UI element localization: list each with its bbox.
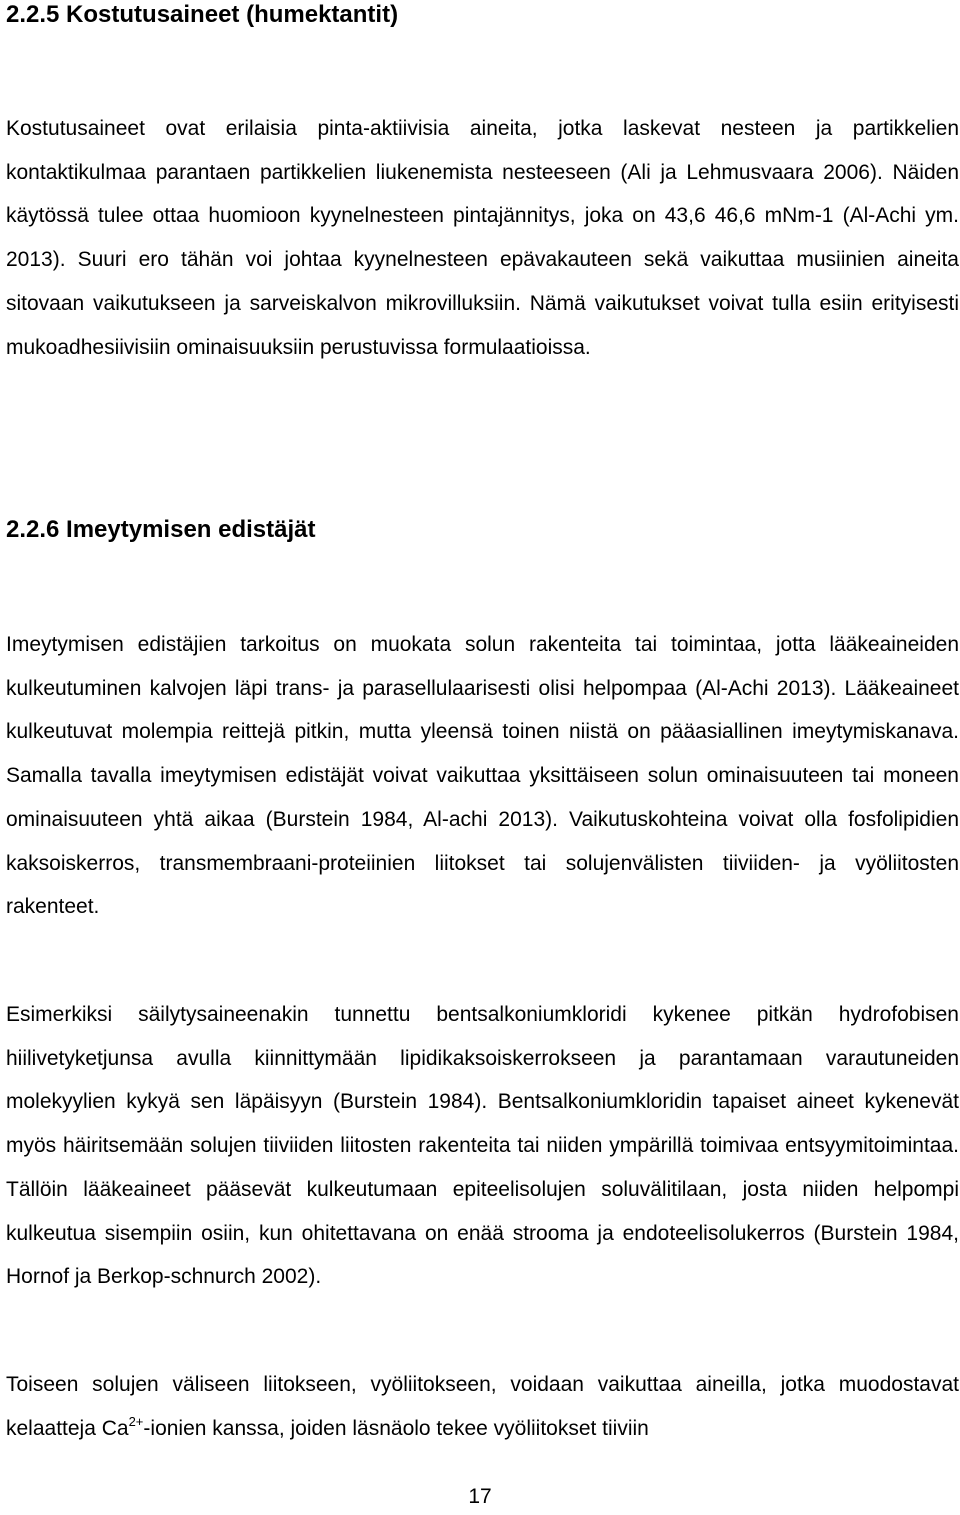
section-heading-2-2-6: 2.2.6 Imeytymisen edistäjät <box>6 516 316 543</box>
paragraph-text-before-superscript: Toiseen solujen väliseen liitokseen, vyöliitokseen, voidaan vaikuttaa aineilla, jotka muodostavat kelaatteja Ca <box>6 1373 959 1440</box>
paragraph-penetration-enhancers: Imeytymisen edistäjien tarkoitus on muokata solun rakenteita tai toimintaa, jotta lääkeaineiden kulkeutuminen kalvojen läpi trans- ja parasellulaarisesti olisi helpompaa (Al-Achi 2013). Lääkeaineet kulkeutuvat molempia reittejä pitkin, mutta yleensä toinen niistä on pääasiallinen imeytymiskanava. Samalla tavalla imeytymisen edistäjät voivat vaikuttaa yksittäiseen solun ominaisuuteen tai moneen ominaisuuteen yhtä aikaa (Burstein 1984, Al-achi 2013). Vaikutuskohteina voivat olla fosfolipidien kaksoiskerros, transmembraani-proteiinien liitokset tai solujenvälisten tiiviiden- ja vyöliitosten rakenteet. <box>6 633 959 919</box>
calcium-charge-superscript: 2+ <box>128 1413 144 1429</box>
section-heading-2-2-5: 2.2.5 Kostutusaineet (humektantit) <box>6 1 399 28</box>
page-number: 17 <box>468 1485 492 1508</box>
paragraph-humectants: Kostutusaineet ovat erilaisia pinta-aktiivisia aineita, jotka laskevat nesteen ja partikkelien kontaktikulmaa parantaen partikkelien liukenemista nesteeseen (Ali ja Lehmusvaara 2006). Näiden käytössä tulee ottaa huomioon kyynelnesteen pintajännitys, joka on 43,6 46,6 mNm-1 (Al-Achi ym. 2013). Suuri ero tähän voi johtaa kyynelnesteen epävakauteen sekä vaikuttaa musiinien aineita sitovaan vaikutukseen ja sarveiskalvon mikrovilluksiin. Nämä vaikutukset voivat tulla esiin erityisesti mukoadhesiivisiin ominaisuuksiin perustuvissa formulaatioissa. <box>6 117 959 359</box>
paragraph-benzalkonium-chloride: Esimerkiksi säilytysaineenakin tunnettu bentsalkoniumkloridi kykenee pitkän hydrofobisen hiilivetyketjunsa avulla kiinnittymään lipidikaksoiskerrokseen ja parantamaan varautuneiden molekyylien kykyä sen läpäisyyn (Burstein 1984). Bentsalkoniumkloridin tapaiset aineet kykenevät myös häiritsemään solujen tiiviiden liitosten rakenteita tai niiden ympärillä toimivaa entsyymitoimintaa. Tällöin lääkeaineet pääsevät kulkeutumaan epiteelisolujen soluvälitilaan, josta niiden helpompi kulkeutua sisempiin osiin, kun ohitettavana on enää strooma ja endoteelisolukerros (Burstein 1984, Hornof ja Berkop-schnurch 2002). <box>6 1003 959 1289</box>
paragraph-text-after-superscript: -ionien kanssa, joiden läsnäolo tekee vyöliitokset tiiviin <box>143 1416 649 1440</box>
paragraph-adherens-junctions <box>6 1363 959 1450</box>
